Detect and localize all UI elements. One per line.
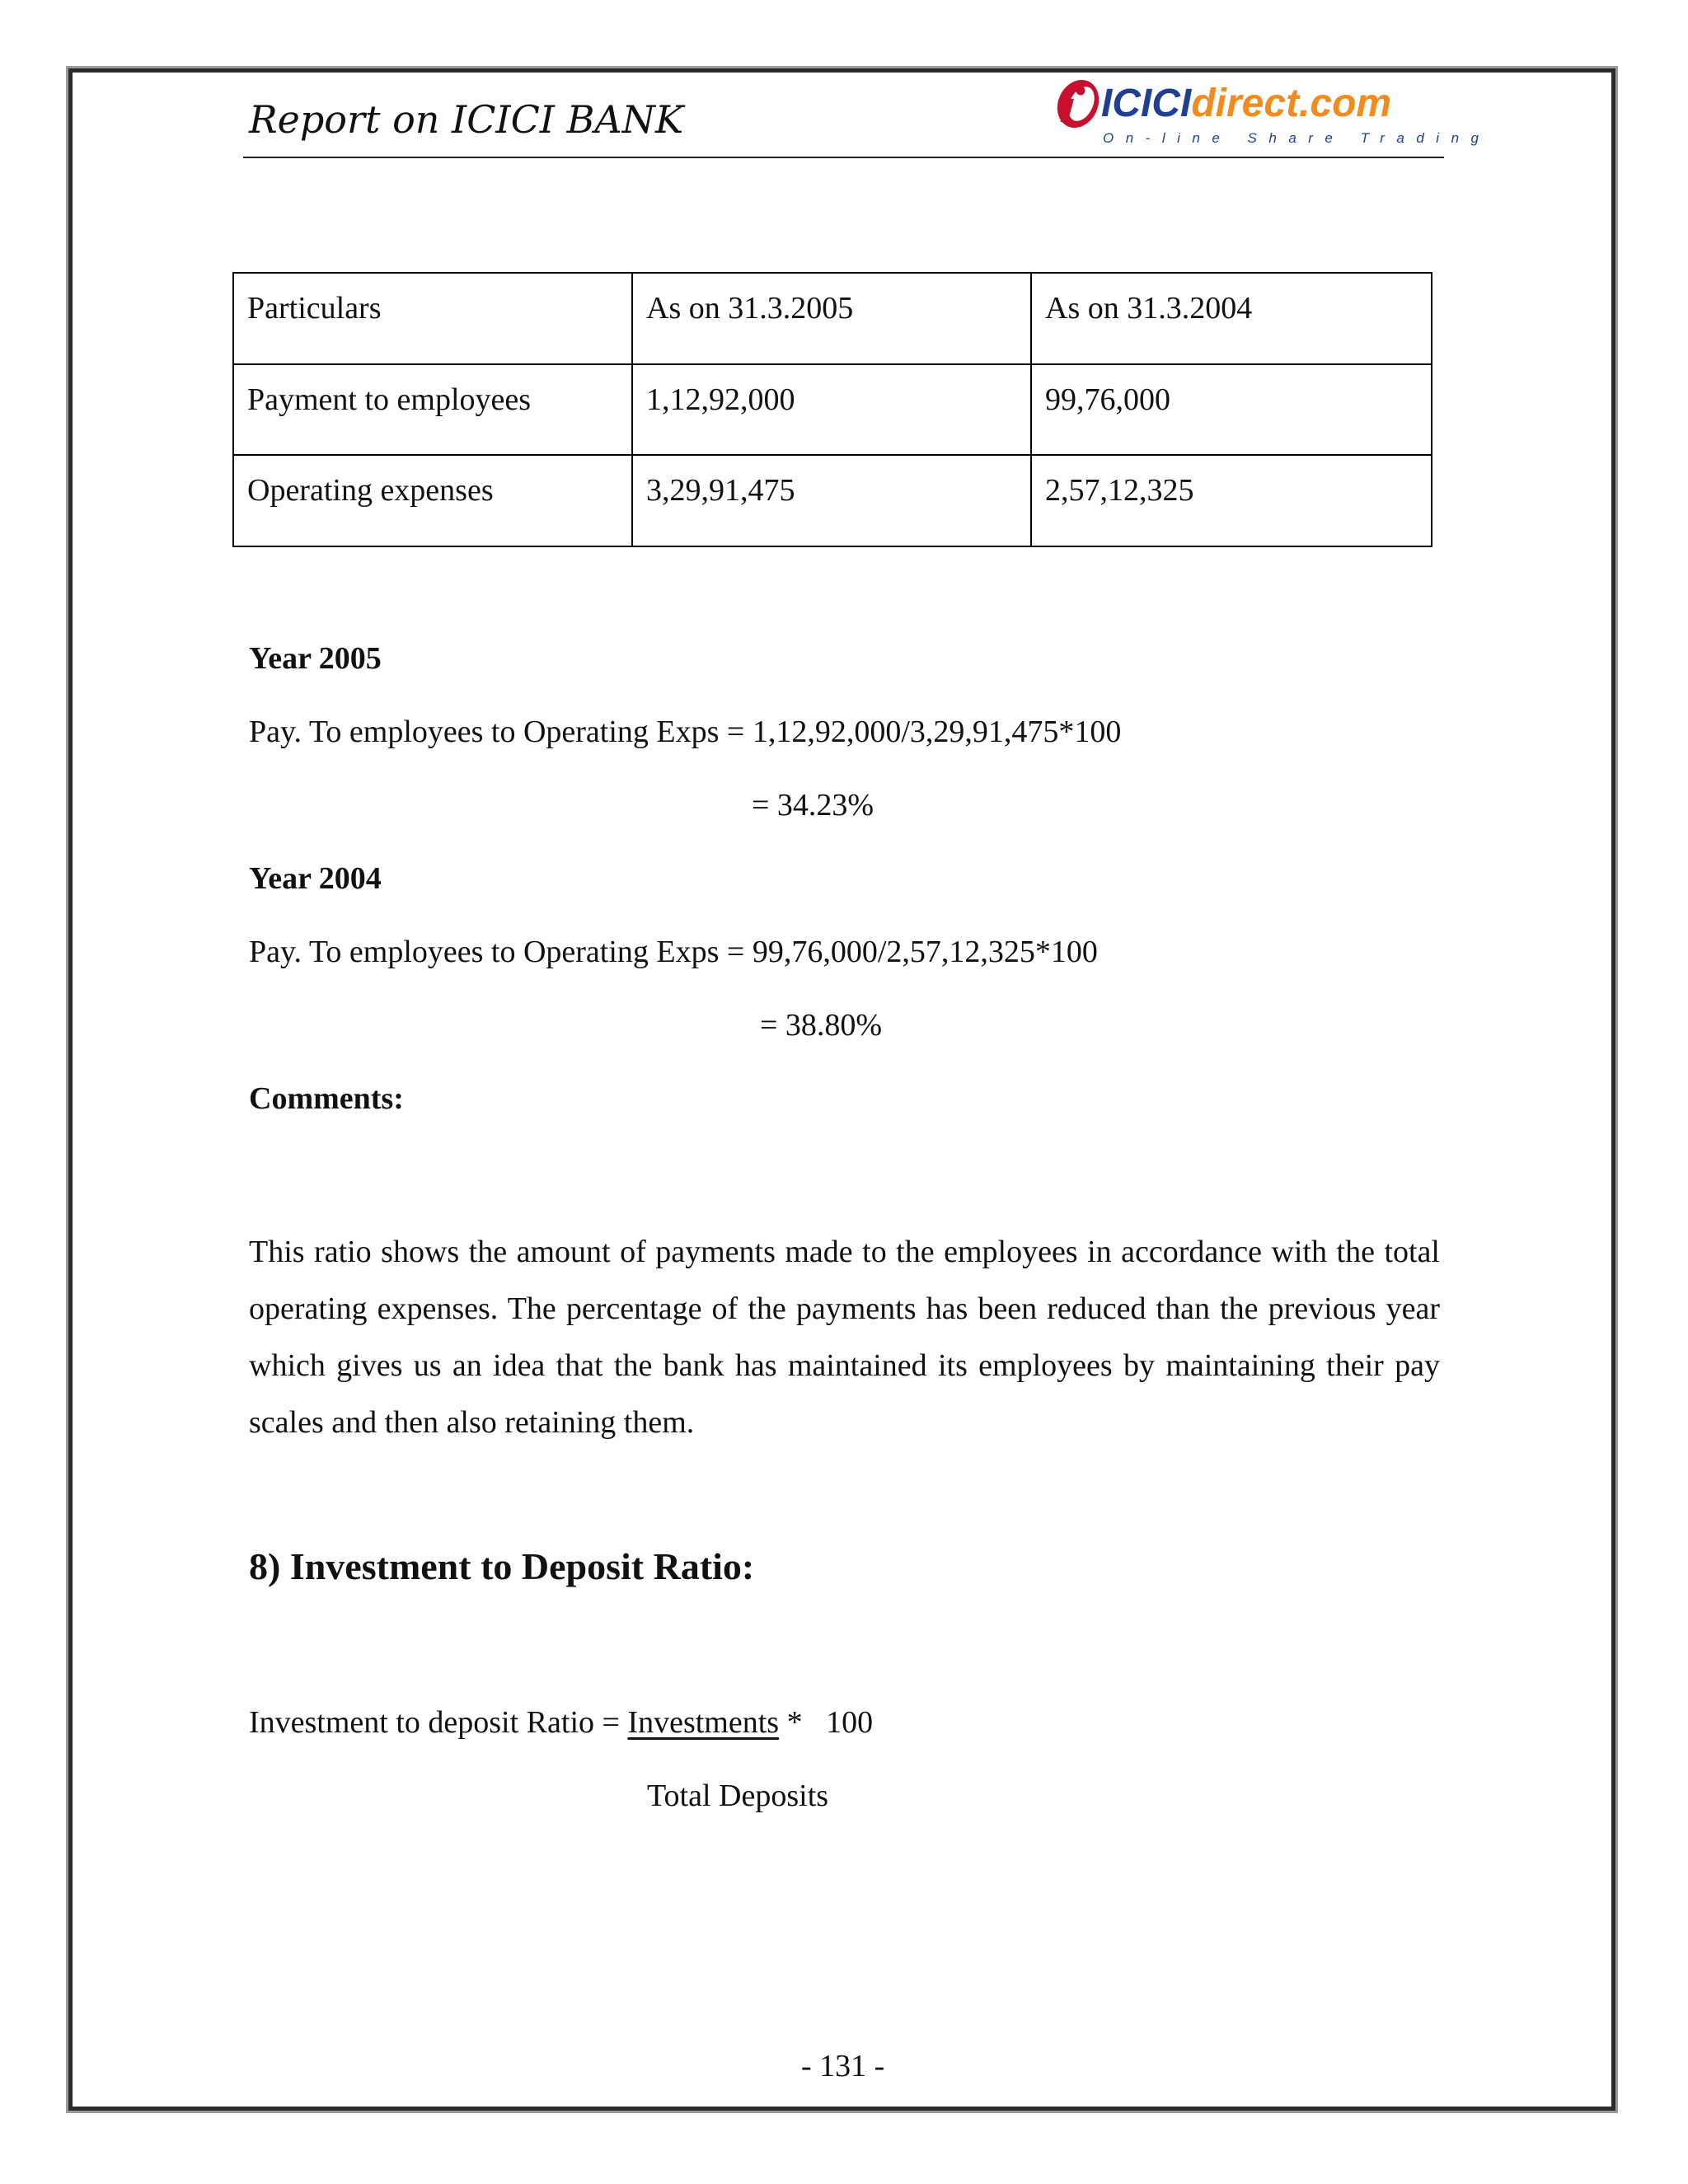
year-2005-formula: Pay. To employees to Operating Exps = 1,12,92,000/3,29,91,475*100: [249, 715, 1122, 749]
logo-wordmark: [1101, 81, 1391, 127]
comments-paragraph: [249, 1224, 1440, 1451]
logo-brand-icici: ICICI: [1101, 82, 1192, 125]
logo-tagline: On-line Share Trading: [1103, 130, 1491, 146]
year-2005-heading: Year 2005: [249, 641, 382, 676]
table-row: [233, 364, 1432, 456]
table-cell: 1,12,92,000: [632, 364, 1031, 456]
section-8-heading: 8) Investment to Deposit Ratio:: [249, 1545, 755, 1587]
table-cell: Payment to employees: [233, 364, 632, 456]
table-cell: 99,76,000: [1031, 364, 1432, 456]
year-2004-heading: Year 2004: [249, 861, 382, 896]
investment-ratio-formula: [249, 1704, 873, 1741]
employee-expense-table: [232, 272, 1432, 547]
formula-numerator: Investments: [627, 1705, 780, 1740]
report-title: Report on ICICI BANK: [249, 97, 684, 142]
table-header-cell: Particulars: [233, 273, 632, 364]
table-row: [233, 455, 1432, 546]
logo-brand-direct: direct.com: [1191, 82, 1392, 125]
page-number: - 131 -: [801, 2049, 885, 2083]
formula-label: Investment to deposit Ratio =: [249, 1705, 628, 1740]
table-cell: Operating expenses: [233, 455, 632, 546]
table-cell: 3,29,91,475: [632, 455, 1031, 546]
table-header-cell: As on 31.3.2005: [632, 273, 1031, 364]
formula-multiplier: * 100: [779, 1705, 874, 1740]
table-cell: 2,57,12,325: [1031, 455, 1432, 546]
comments-body: This ratio shows the amount of payments made to the employees in accordance with the total operating expenses. The percentage of the payments has been reduced than the previous year which gives us an idea that the bank has maintained its employees by maintaining their pay scales and then also retaining them.: [249, 1235, 1440, 1440]
year-2004-formula: Pay. To employees to Operating Exps = 99,76,000/2,57,12,325*100: [249, 935, 1098, 969]
icici-i-logo-icon: [1053, 74, 1103, 132]
header-divider: [243, 157, 1444, 158]
year-2004-result: = 38.80%: [760, 1008, 883, 1043]
comments-heading: Comments:: [249, 1081, 404, 1116]
icici-direct-logo: [1053, 71, 1491, 153]
table-header-row: [233, 273, 1432, 364]
table-header-cell: As on 31.3.2004: [1031, 273, 1432, 364]
formula-denominator: Total Deposits: [647, 1779, 829, 1813]
year-2005-result: = 34.23%: [752, 788, 874, 823]
